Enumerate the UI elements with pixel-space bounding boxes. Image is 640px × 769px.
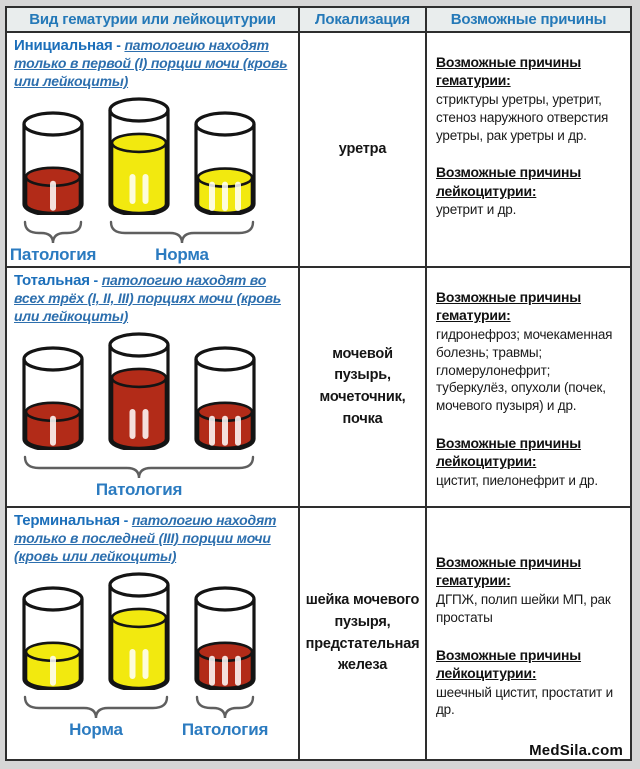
type-name: Тотальная: [14, 272, 90, 289]
type-name: Терминальная: [14, 512, 120, 529]
urine-beaker-III: [193, 346, 257, 455]
cell-causes-terminal: [427, 508, 630, 759]
beaker-diagram-terminal: [7, 570, 298, 742]
brace-label: Норма: [69, 720, 123, 739]
cause-group-leukocyturia: [436, 646, 622, 720]
urine-beaker-I: [21, 346, 85, 455]
underbrace: [195, 694, 255, 720]
beaker-diagram-initial: [7, 95, 298, 267]
cause-text: ДГПЖ, полип шейки МП, рак простаты: [436, 591, 611, 625]
column-header-localization: Локализация: [300, 8, 427, 33]
urine-beaker-III: [193, 586, 257, 695]
dash: -: [116, 37, 121, 53]
cause-title: Возможные причины лейкоцитурии:: [436, 435, 582, 470]
cell-localization-initial: уретра: [300, 33, 427, 268]
cause-text: цистит, пиелонефрит и др.: [436, 472, 598, 488]
urine-beaker-III: [193, 111, 257, 220]
dash: -: [123, 512, 129, 528]
cell-localization-total: мочевой пузырь, мочеточник, почка: [300, 268, 427, 508]
urine-beaker-I: [21, 111, 85, 220]
dash: -: [93, 272, 98, 288]
cell-type-terminal: [7, 508, 300, 759]
beaker-diagram-total: [7, 330, 298, 502]
underbrace: [23, 219, 83, 245]
type-description: патологию находят только в первой (I) порции мочи (кровь или лейкоциты): [14, 37, 288, 90]
urine-beaker-II: [107, 97, 171, 220]
urine-beaker-I: [21, 586, 85, 695]
hematuria-types-table: [5, 6, 632, 761]
cause-group-hematuria: [436, 53, 622, 144]
type-heading: [7, 33, 298, 91]
cause-text: гидронефроз; мочекаменная болезнь; травмы; гломерулонефрит; туберкулёз, опухоли (почек, мочевого пузыря) и др.: [436, 326, 613, 414]
cell-type-total: [7, 268, 300, 508]
cell-causes-total: [427, 268, 630, 508]
column-header-type: Вид гематурии или лейкоцитурии: [7, 8, 300, 33]
type-heading: [7, 268, 298, 326]
underbrace: [23, 694, 169, 720]
underbrace: [109, 219, 255, 245]
urine-beaker-II: [107, 572, 171, 695]
brace-label: Патология: [9, 245, 97, 264]
cause-group-hematuria: [436, 553, 622, 627]
cause-text: шеечный цистит, простатит и др.: [436, 684, 613, 718]
cause-group-leukocyturia: [436, 163, 622, 219]
brace-label: Патология: [181, 720, 269, 739]
cell-localization-terminal: шейка мочевого пузыря, предстательная железа: [300, 508, 427, 759]
column-header-causes: Возможные причины: [427, 8, 630, 33]
underbrace: [23, 454, 255, 480]
type-name: Инициальная: [14, 37, 113, 54]
cause-title: Возможные причины лейкоцитурии:: [436, 646, 582, 682]
cause-text: уретрит и др.: [436, 202, 517, 218]
type-heading: [7, 508, 298, 566]
brace-label: Патология: [95, 480, 183, 499]
cause-group-leukocyturia: [436, 434, 622, 490]
cause-group-hematuria: [436, 288, 622, 415]
cause-title: Возможные причины гематурии:: [436, 554, 582, 589]
type-description: патологию находят только в последней (III) порции мочи (кровь или лейкоциты): [14, 512, 277, 565]
urine-beaker-II: [107, 332, 171, 455]
cell-type-initial: [7, 33, 300, 268]
site-watermark: MedSila.com: [529, 742, 623, 759]
cause-text: стриктуры уретры, уретрит, стеноз наружного отверстия уретры, рак уретры и др.: [436, 91, 609, 143]
cause-title: Возможные причины гематурии:: [436, 289, 582, 324]
type-description: патологию находят во всех трёх (I, II, III) порциях мочи (кровь или лейкоциты): [14, 272, 281, 325]
brace-label: Норма: [155, 245, 209, 264]
cell-causes-initial: [427, 33, 630, 268]
cause-title: Возможные причины гематурии:: [436, 54, 582, 89]
cause-title: Возможные причины лейкоцитурии:: [436, 164, 582, 199]
